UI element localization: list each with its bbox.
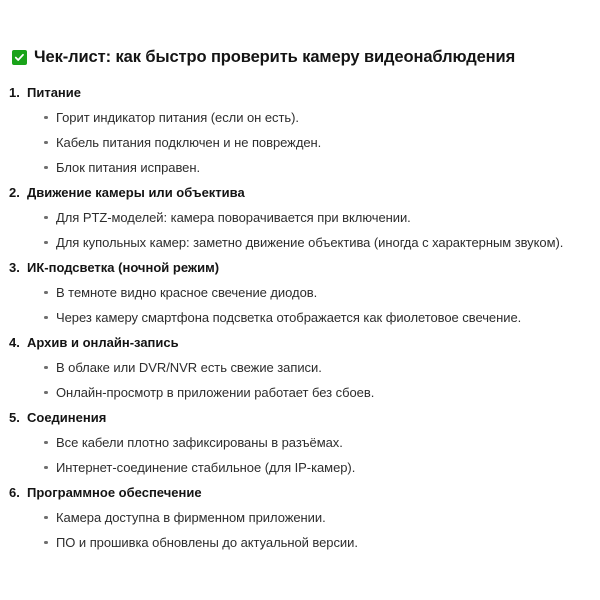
section-number: 4.	[9, 334, 20, 350]
list-item-text: Горит индикатор питания (если он есть).	[56, 109, 299, 125]
list-item-text: Онлайн-просмотр в приложении работает без сбоев.	[56, 384, 375, 400]
section-number: 2.	[9, 184, 20, 200]
bullet-icon	[44, 510, 56, 523]
list-item	[9, 135, 594, 160]
checklist-section	[9, 335, 594, 410]
bullet-icon	[44, 235, 56, 248]
list-item	[9, 110, 594, 135]
list-item	[9, 510, 594, 535]
section-item-list	[9, 510, 594, 560]
list-item-text: ПО и прошивка обновлены до актуальной версии.	[56, 534, 358, 550]
section-title: Соединения	[27, 409, 107, 425]
list-item-text: В облаке или DVR/NVR есть свежие записи.	[56, 359, 322, 375]
checklist-section	[9, 485, 594, 560]
section-item-list	[9, 360, 594, 410]
section-title: ИК-подсветка (ночной режим)	[27, 259, 220, 275]
bullet-icon	[44, 110, 56, 123]
checklist-section	[9, 260, 594, 335]
section-title: Программное обеспечение	[27, 484, 202, 500]
list-item	[9, 535, 594, 560]
section-header	[9, 485, 594, 510]
list-item-text: Камера доступна в фирменном приложении.	[56, 509, 326, 525]
list-item	[9, 360, 594, 385]
page-title	[12, 48, 594, 68]
section-header	[9, 85, 594, 110]
bullet-icon	[44, 360, 56, 373]
bullet-icon	[44, 460, 56, 473]
bullet-icon	[44, 285, 56, 298]
section-number: 3.	[9, 259, 20, 275]
checklist-sections	[9, 85, 594, 560]
list-item	[9, 285, 594, 310]
bullet-icon	[44, 210, 56, 223]
list-item-text: Интернет-соединение стабильное (для IP-камер).	[56, 459, 356, 475]
checklist-section	[9, 85, 594, 185]
section-header	[9, 260, 594, 285]
section-item-list	[9, 285, 594, 335]
list-item	[9, 435, 594, 460]
list-item-text: Блок питания исправен.	[56, 159, 201, 175]
section-title: Питание	[27, 84, 82, 100]
bullet-icon	[44, 435, 56, 448]
list-item-text: Все кабели плотно зафиксированы в разъёмах.	[56, 434, 343, 450]
list-item-text: В темноте видно красное свечение диодов.	[56, 284, 318, 300]
section-header	[9, 185, 594, 210]
bullet-icon	[44, 160, 56, 173]
list-item	[9, 235, 594, 260]
section-number: 1.	[9, 84, 20, 100]
list-item-text: Для купольных камер: заметно движение объектива (иногда с характерным звуком).	[56, 234, 564, 250]
checklist-section	[9, 185, 594, 260]
section-header	[9, 335, 594, 360]
list-item	[9, 160, 594, 185]
section-item-list	[9, 435, 594, 485]
list-item	[9, 460, 594, 485]
list-item-text: Через камеру смартфона подсветка отображается как фиолетовое свечение.	[56, 309, 522, 325]
bullet-icon	[44, 385, 56, 398]
green-check-square-icon	[12, 50, 27, 65]
list-item-text: Кабель питания подключен и не поврежден.	[56, 134, 322, 150]
list-item	[9, 385, 594, 410]
section-header	[9, 410, 594, 435]
list-item-text: Для PTZ-моделей: камера поворачивается при включении.	[56, 209, 411, 225]
bullet-icon	[44, 135, 56, 148]
bullet-icon	[44, 535, 56, 548]
section-number: 5.	[9, 409, 20, 425]
bullet-icon	[44, 310, 56, 323]
list-item	[9, 210, 594, 235]
section-number: 6.	[9, 484, 20, 500]
page-title-text: Чек-лист: как быстро проверить камеру видеонаблюдения	[34, 48, 516, 66]
section-item-list	[9, 210, 594, 260]
section-title: Движение камеры или объектива	[27, 184, 245, 200]
section-item-list	[9, 110, 594, 185]
checklist-section	[9, 410, 594, 485]
section-title: Архив и онлайн-запись	[27, 334, 179, 350]
list-item	[9, 310, 594, 335]
